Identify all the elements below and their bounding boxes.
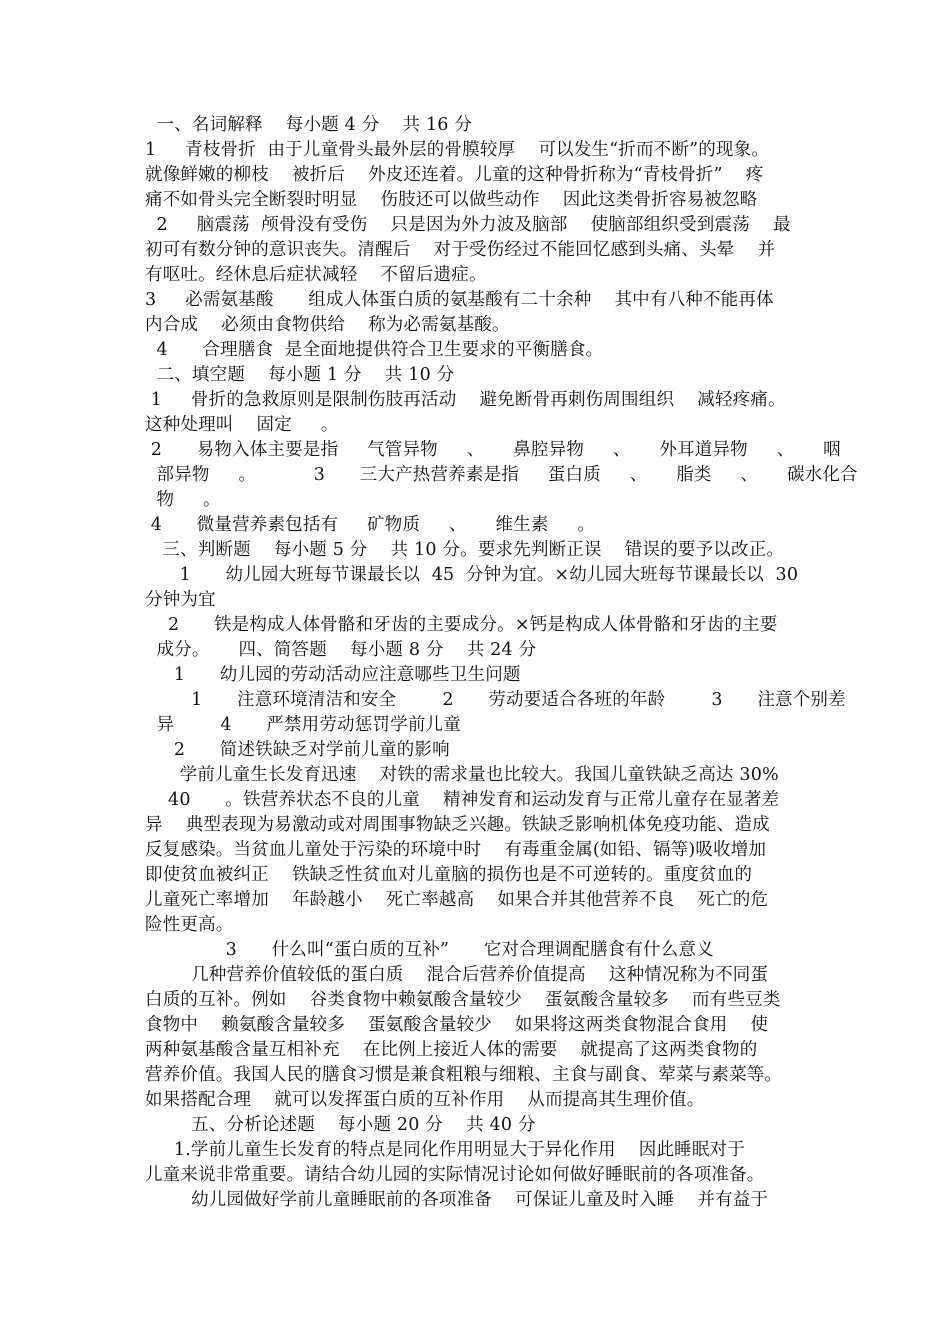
text-line: 食物中 赖氨酸含量较多 蛋氨酸含量较少 如果将这两类食物混合食用 使 [145, 1015, 769, 1035]
section-heading-5: 五、分析论述题 每小题 20 分 共 40 分 [145, 1115, 536, 1135]
text-line: 物 。 [145, 490, 221, 510]
text-line: 内合成 必须由食物供给 称为必需氨基酸。 [145, 315, 510, 335]
section-heading-2: 二、填空题 每小题 1 分 共 10 分 [145, 365, 455, 385]
text-line: 学前儿童生长发育迅速 对铁的需求量也比较大。我国儿童铁缺乏高达 30% [145, 765, 779, 785]
text-line: 如果搭配合理 就可以发挥蛋白质的互补作用 从而提高其生理价值。 [145, 1090, 705, 1110]
text-line: 几种营养价值较低的蛋白质 混合后营养价值提高 这种情况称为不同蛋 [145, 965, 769, 985]
text-line: 1.学前儿童生长发育的特点是同化作用明显大于异化作用 因此睡眠对于 [145, 1140, 745, 1160]
text-line: 痛不如骨头完全断裂时明显 伤肢还可以做些动作 因此这类骨折容易被忽略 [145, 190, 758, 210]
text-line: 有呕吐。经休息后症状减轻 不留后遗症。 [145, 265, 487, 285]
text-line: 险性更高。 [145, 915, 234, 935]
section-heading-1: 一、名词解释 每小题 4 分 共 16 分 [145, 115, 473, 135]
text-line: 2 脑震荡 颅骨没有受伤 只是因为外力波及脑部 使脑部组织受到震荡 最 [145, 215, 791, 235]
text-line: 2 易物入体主要是指 气管异物 、 鼻腔异物 、 外耳道异物 、 咽 [145, 440, 841, 460]
text-line: 异 4 严禁用劳动惩罚学前儿童 [145, 715, 461, 735]
text-line: 4 合理膳食 是全面地提供符合卫生要求的平衡膳食。 [145, 340, 604, 360]
text-line: 1 幼儿园的劳动活动应注意哪些卫生问题 [145, 665, 521, 685]
text-line: 两种氨基酸含量互相补充 在比例上接近人体的需要 就提高了这两类食物的 [145, 1040, 758, 1060]
text-line: 初可有数分钟的意识丧失。清醒后 对于受伤经过不能回忆感到头痛、头晕 并 [145, 240, 776, 260]
text-line: 幼儿园做好学前儿童睡眠前的各项准备 可保证儿童及时入睡 并有益于 [145, 1190, 769, 1210]
text-line: 儿童来说非常重要。请结合幼儿园的实际情况讨论如何做好睡眠前的各项准备。 [145, 1165, 765, 1185]
text-line: 异 典型表现为易激动或对周围事物缺乏兴趣。铁缺乏影响机体免疫功能、造成 [145, 815, 770, 835]
text-line: 即使贫血被纠正 铁缺乏性贫血对儿童脑的损伤也是不可逆转的。重度贫血的 [145, 865, 753, 885]
text-line: 白质的互补。例如 谷类食物中赖氨酸含量较少 蛋氨酸含量较多 而有些豆类 [145, 990, 781, 1010]
text-line: 3 必需氨基酸 组成人体蛋白质的氨基酸有二十余种 其中有八种不能再体 [145, 290, 774, 310]
text-line: 儿童死亡率增加 年龄越小 死亡率越高 如果合并其他营养不良 死亡的危 [145, 890, 769, 910]
text-line: 就像鲜嫩的柳枝 被折后 外皮还连着。儿童的这种骨折称为“青枝骨折” 疼 [145, 165, 764, 185]
text-line: 2 铁是构成人体骨骼和牙齿的主要成分。×钙是构成人体骨骼和牙齿的主要 [145, 615, 778, 635]
text-line: 营养价值。我国人民的膳食习惯是兼食粗粮与细粮、主食与副食、荤菜与素菜等。 [145, 1065, 783, 1085]
text-line: 4 微量营养素包括有 矿物质 、 维生素 。 [145, 515, 596, 535]
text-line: 分钟为宜 [145, 590, 216, 610]
text-line: 1 注意环境清洁和安全 2 劳动要适合各班的年龄 3 注意个别差 [145, 690, 846, 710]
text-line: 1 骨折的急救原则是限制伤肢再活动 避免断骨再刺伤周围组织 减轻疼痛。 [145, 390, 786, 410]
section-heading-3: 三、判断题 每小题 5 分 共 10 分。要求先判断正误 错误的要予以改正。 [145, 540, 785, 560]
text-line: 40 。铁营养状态不良的儿童 精神发育和运动发育与正常儿童存在显著差 [145, 790, 780, 810]
section-heading-4: 成分。 四、简答题 每小题 8 分 共 24 分 [145, 640, 537, 660]
text-line: 反复感染。当贫血儿童处于污染的环境中时 有毒重金属(如铅、镉等)吸收增加 [145, 840, 767, 860]
text-line: 1 青枝骨折 由于儿童骨头最外层的骨膜较厚 可以发生“折而不断”的现象。 [145, 140, 770, 160]
text-line: 3 什么叫“蛋白质的互补” 它对合理调配膳食有什么意义 [145, 940, 714, 960]
text-line: 2 简述铁缺乏对学前儿童的影响 [145, 740, 450, 760]
text-line: 1 幼儿园大班每节课最长以 45 分钟为宜。×幼儿园大班每节课最长以 30 [145, 565, 799, 585]
text-line: 部异物 。 3 三大产热营养素是指 蛋白质 、 脂类 、 碳水化合 [145, 465, 858, 485]
text-line: 这种处理叫 固定 。 [145, 415, 339, 435]
